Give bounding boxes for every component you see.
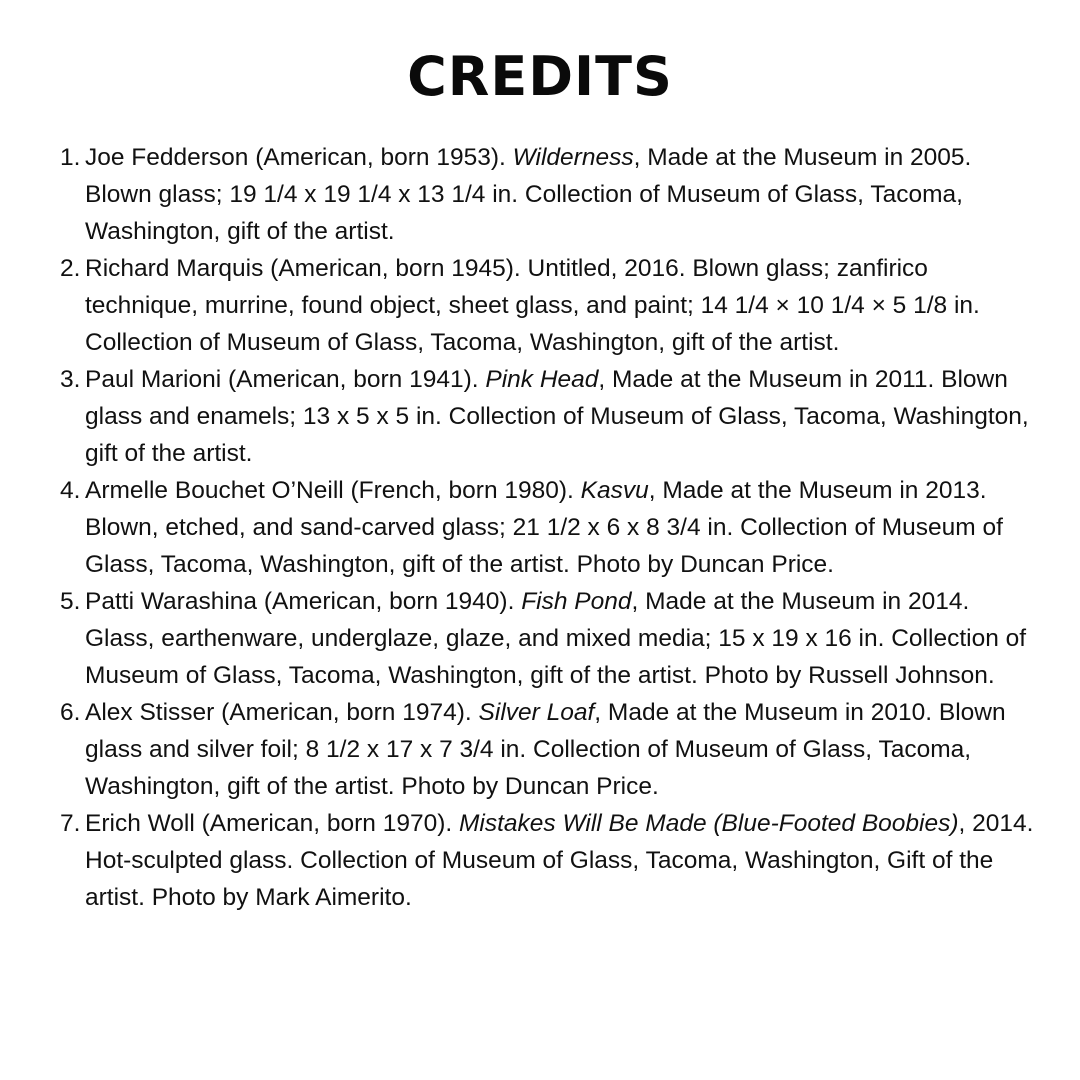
credit-artist: Alex Stisser (American, born 1974).: [85, 699, 479, 726]
credit-text: [85, 477, 1003, 578]
credit-number: 6.: [60, 699, 81, 726]
credit-text: [85, 255, 980, 356]
credit-artist: Erich Woll (American, born 1970).: [85, 810, 459, 837]
credit-text: [85, 588, 1026, 689]
credit-text: [85, 810, 1033, 911]
credit-number: 1.: [60, 144, 81, 171]
credit-work-title: Kasvu: [580, 477, 649, 504]
credit-work-title: Pink Head: [485, 366, 599, 393]
credit-item: [0, 472, 1080, 583]
credit-work-title: Mistakes Will Be Made (Blue-Footed Boobies): [459, 810, 959, 837]
credit-artist: Patti Warashina (American, born 1940).: [85, 588, 522, 615]
credit-number: 3.: [60, 366, 81, 393]
credit-text: [85, 699, 1006, 800]
credit-number: 2.: [60, 255, 81, 282]
credit-item: [0, 805, 1080, 916]
credit-item: [0, 361, 1080, 472]
credit-artist: Paul Marioni (American, born 1941).: [85, 366, 486, 393]
credit-item: [0, 583, 1080, 694]
credit-details: , Made at the Museum in 2014. Glass, earthenware, underglaze, glaze, and mixed media; 15 x 19 x 16 in. Collection of Museum of Glass, Tacoma, Washington, gift of the artist. Photo by Russell Johnson.: [85, 588, 1027, 689]
credit-work-title: Fish Pond: [521, 588, 632, 615]
credit-item: [0, 250, 1080, 361]
credit-details: , Made at the Museum in 2005. Blown glass; 19 1/4 x 19 1/4 x 13 1/4 in. Collection of Museum of Glass, Tacoma, Washington, gift of the artist.: [85, 144, 972, 245]
credit-details: , Made at the Museum in 2013. Blown, etched, and sand-carved glass; 21 1/2 x 6 x 8 3/4 in. Collection of Museum of Glass, Tacoma, Washington, gift of the artist. Photo by Duncan Price.: [85, 477, 1003, 578]
credit-artist: Joe Fedderson (American, born 1953).: [85, 144, 513, 171]
credit-item: [0, 139, 1080, 250]
credit-number: 7.: [60, 810, 81, 837]
credit-text: [85, 366, 1029, 467]
credit-artist: Armelle Bouchet O’Neill (French, born 1980).: [85, 477, 581, 504]
page-title: CREDITS: [407, 45, 673, 108]
credit-item: [0, 694, 1080, 805]
credit-work-title: Silver Loaf: [478, 699, 595, 726]
credit-number: 4.: [60, 477, 81, 504]
credit-number: 5.: [60, 588, 81, 615]
credits-list: [0, 139, 1080, 916]
credit-details: , Made at the Museum in 2010. Blown glass and silver foil; 8 1/2 x 17 x 7 3/4 in. Collection of Museum of Glass, Tacoma, Washington, gift of the artist. Photo by Duncan Price.: [85, 699, 1006, 800]
credit-artist: Richard Marquis (American, born 1945). Untitled, 2016. Blown glass; zanfirico technique, murrine, found object, sheet glass, and paint; 14 1/4 × 10 1/4 × 5 1/8 in. Collection of Museum of Glass, Tacoma, Washington, gift of the artist.: [85, 255, 980, 356]
credit-text: [85, 144, 971, 245]
credit-work-title: Wilderness: [512, 144, 634, 171]
credit-details: , 2014. Hot-sculpted glass. Collection of Museum of Glass, Tacoma, Washington, Gift of the artist. Photo by Mark Aimerito.: [85, 810, 1034, 911]
credit-details: , Made at the Museum in 2011. Blown glass and enamels; 13 x 5 x 5 in. Collection of Museum of Glass, Tacoma, Washington, gift of the artist.: [85, 366, 1029, 467]
